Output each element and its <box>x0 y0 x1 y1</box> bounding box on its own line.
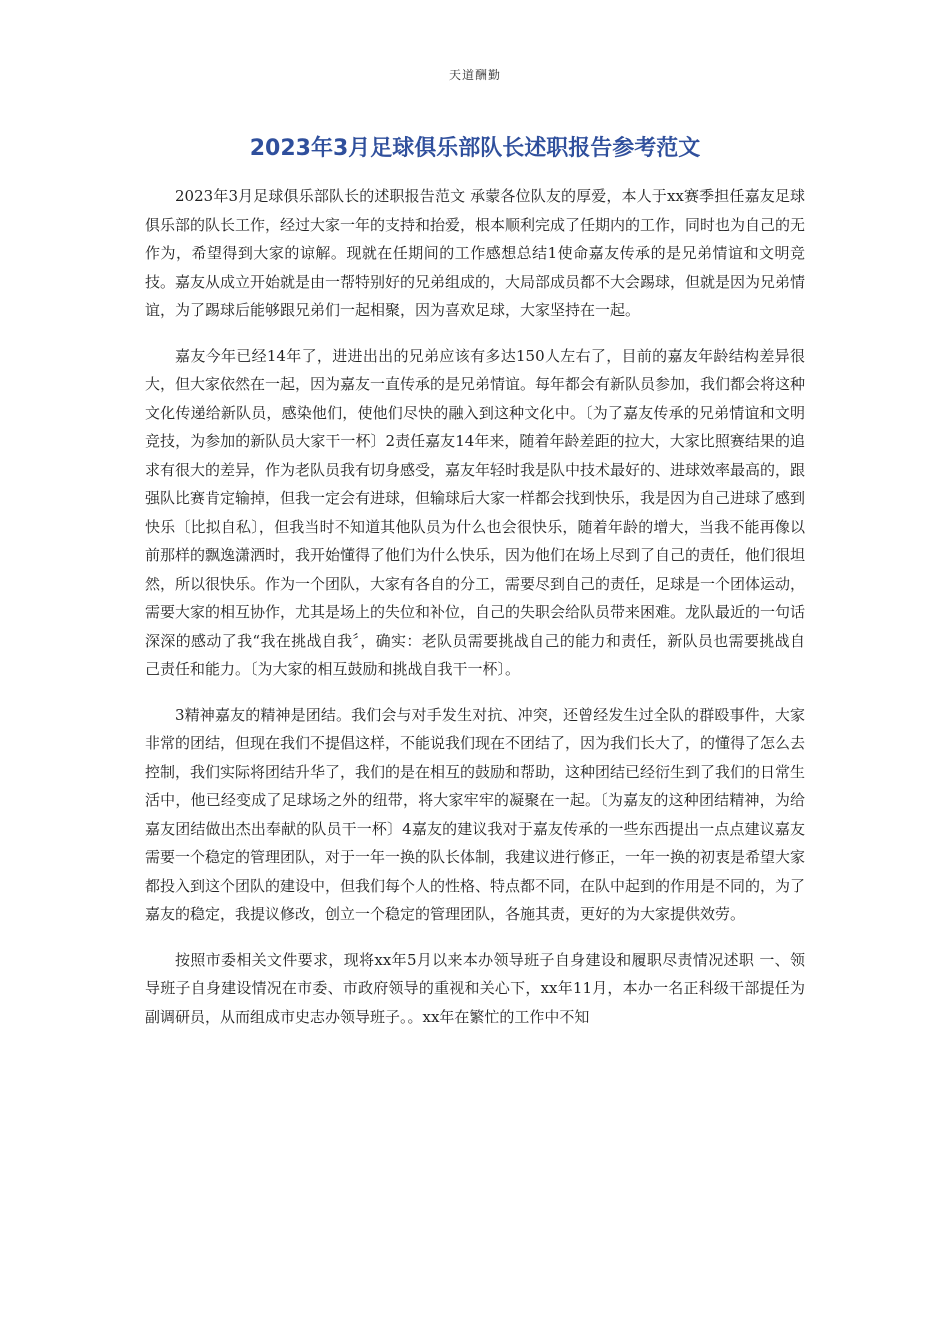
page-title: 2023年3月足球俱乐部队长述职报告参考范文 <box>249 136 701 161</box>
paragraph-1: 2023年3月足球俱乐部队长的述职报告范文 承蒙各位队友的厚爱，本人于xx赛季担任嘉友足球俱乐部的队长工作，经过大家一年的支持和抬爱，根本顺利完成了任期内的工作，同时也为自己的无作为，希望得到大家的谅解。现就在任期间的工作感想总结1使命嘉友传承的是兄弟情谊和文明竞技。嘉友从成立开始就是由一帮特别好的兄弟组成的，大局部成员都不大会踢球，但就是因为兄弟情谊，为了踢球后能够跟兄弟们一起相聚，因为喜欢足球，大家坚持在一起。 <box>145 187 806 319</box>
paragraph-4: 按照市委相关文件要求，现将xx年5月以来本办领导班子自身建设和履职尽责情况述职 一、领导班子自身建设情况在市委、市政府领导的重视和关心下，xx年11月，本办一名正科级干部提任为副调研员，从而组成市史志办领导班子。。xx年在繁忙的工作中不知 <box>145 950 805 1026</box>
header-motto: 天道酬勤 <box>448 68 501 82</box>
paragraph-2: 嘉友今年已经14年了，进进出出的兄弟应该有多达150人左右了，目前的嘉友年龄结构差异很大，但大家依然在一起，因为嘉友一直传承的是兄弟情谊。每年都会有新队员参加，我们都会将这种文化传递给新队员，感染他们，使他们尽快的融入到这种文化中。〔为了嘉友传承的兄弟情谊和文明竞技，为参加的新队员大家干一杯〕2责任嘉友14年来，随着年龄差距的拉大，大家比照赛结果的追求有很大的差异，作为老队员我有切身感受，嘉友年轻时我是队中技术最好的、进球效率最高的，跟强队比赛肯定输掉，但我一定会有进球，但输球后大家一样都会找到快乐，我是因为自己进球了感到快乐〔比拟自私〕，但我当时不知道其他队员为什么也会很快乐，随着年龄的增大，当我不能再像以前那样的飘逸潇洒时，我开始懂得了他们为什么快乐，因为他们在场上尽到了自己的责任，他们很坦然，所以很快乐。作为一个团队，大家有各自的分工，需要尽到自己的责任，足球是一个团体运动，需要大家的相互协作，尤其是场上的失位和补位，自己的失职会给队员带来困难。龙队最近的一句话深深的感动了我“我在挑战自我〞，确实：老队员需要挑战自己的能力和责任，新队员也需要挑战自己责任和能力。〔为大家的相互鼓励和挑战自我干一杯〕。 <box>145 346 806 678</box>
document-body <box>145 182 805 1048</box>
paragraph-3: 3精神嘉友的精神是团结。我们会与对手发生对抗、冲突，还曾经发生过全队的群殴事件，大家非常的团结，但现在我们不提倡这样，不能说我们现在不团结了，因为我们长大了，的懂得了怎么去控制，我们实际将团结升华了，我们的是在相互的鼓励和帮助，这种团结已经衍生到了我们的日常生活中，他已经变成了足球场之外的纽带，将大家牢牢的凝聚在一起。〔为嘉友的这种团结精神，为给嘉友团结做出杰出奉献的队员干一杯〕4嘉友的建议我对于嘉友传承的一些东西提出一点点建议嘉友需要一个稳定的管理团队，对于一年一换的队长体制，我建议进行修正，一年一换的初衷是希望大家都投入到这个团队的建设中，但我们每个人的性格、特点都不同，在队中起到的作用是不同的，为了嘉友的稳定，我提议修改，创立一个稳定的管理团队，各施其责，更好的为大家提供效劳。 <box>145 705 806 923</box>
